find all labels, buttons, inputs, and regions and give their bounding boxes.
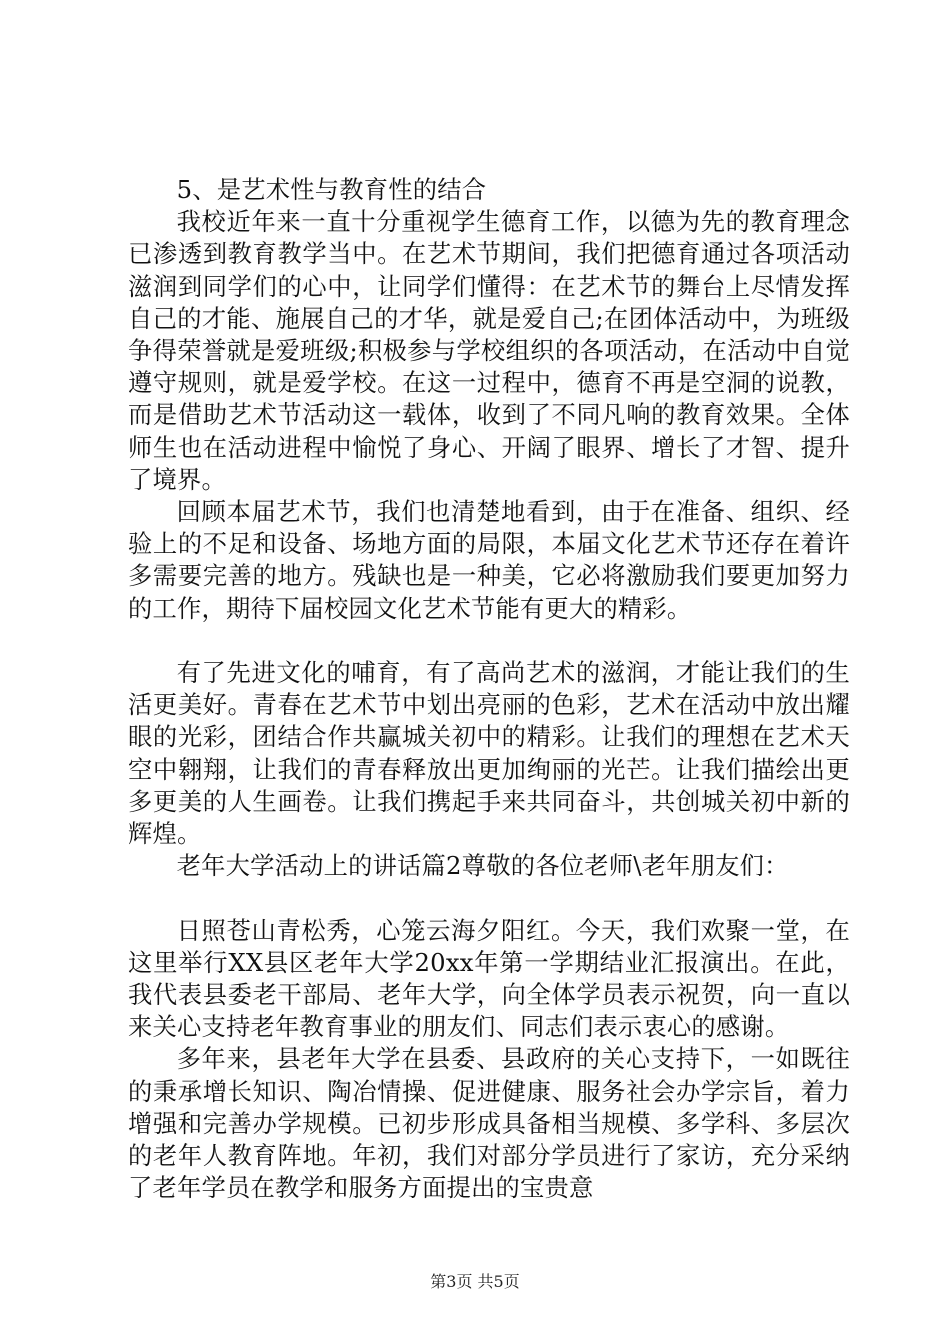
- section-heading: 5、是艺术性与教育性的结合: [176, 175, 487, 204]
- page-footer: 第3页 共5页: [430, 1272, 520, 1291]
- speech-title: 老年大学活动上的讲话篇2尊敬的各位老师\老年朋友们：: [176, 851, 789, 881]
- paragraph-review: 回顾本届艺术节，我们也清楚地看到，由于在准备、组织、经验上的不足和设备、场地方面的局限，本届文化艺术节还存在着许多需要完善的地方。残缺也是一种美，它必将激励我们要更加努力的工作，期待下届校园文化艺术节能有更大的精彩。: [128, 497, 850, 623]
- paragraph-conclusion: 有了先进文化的哺育，有了高尚艺术的滋润，才能让我们的生活更美好。青春在艺术节中划出亮丽的色彩，艺术在活动中放出耀眼的光彩，团结合作共赢城关初中的精彩。让我们的理想在艺术天空中翱翔，让我们的青春释放出更加绚丽的光芒。让我们描绘出更多更美的人生画卷。让我们携起手来共同奋斗，共创城关初中新的辉煌。: [128, 658, 850, 849]
- blank-line: [128, 882, 850, 914]
- blank-line: [128, 625, 850, 657]
- paragraph-moral-education: 我校近年来一直十分重视学生德育工作，以德为先的教育理念已渗透到教育教学当中。在艺术节期间，我们把德育通过各项活动滋润到同学们的心中，让同学们懂得：在艺术节的舞台上尽情发挥自己的才能、施展自己的才华，就是爱自己;在团体活动中，为班级争得荣誉就是爱班级;积极参与学校组织的各项活动，在活动中自觉遵守规则，就是爱学校。在这一过程中，德育不再是空洞的说教，而是借助艺术节活动这一载体，收到了不同凡响的教育效果。全体师生也在活动进程中愉悦了身心、开阔了眼界、增长了才智、提升了境界。: [128, 207, 850, 494]
- document-body: [128, 174, 850, 1204]
- paragraph-history: 多年来，县老年大学在县委、县政府的关心支持下，一如既往的秉承增长知识、陶冶情操、促进健康、服务社会办学宗旨，着力增强和完善办学规模。已初步形成具备相当规模、多学科、多层次的老年人教育阵地。年初，我们对部分学员进行了家访，充分采纳了老年学员在教学和服务方面提出的宝贵意: [128, 1044, 850, 1203]
- paragraph-opening: 日照苍山青松秀，心笼云海夕阳红。今天，我们欢聚一堂，在这里举行XX县区老年大学20xx年第一学期结业汇报演出。在此，我代表县委老干部局、老年大学，向全体学员表示祝贺，向一直以来关心支持老年教育事业的朋友们、同志们表示衷心的感谢。: [128, 915, 850, 1042]
